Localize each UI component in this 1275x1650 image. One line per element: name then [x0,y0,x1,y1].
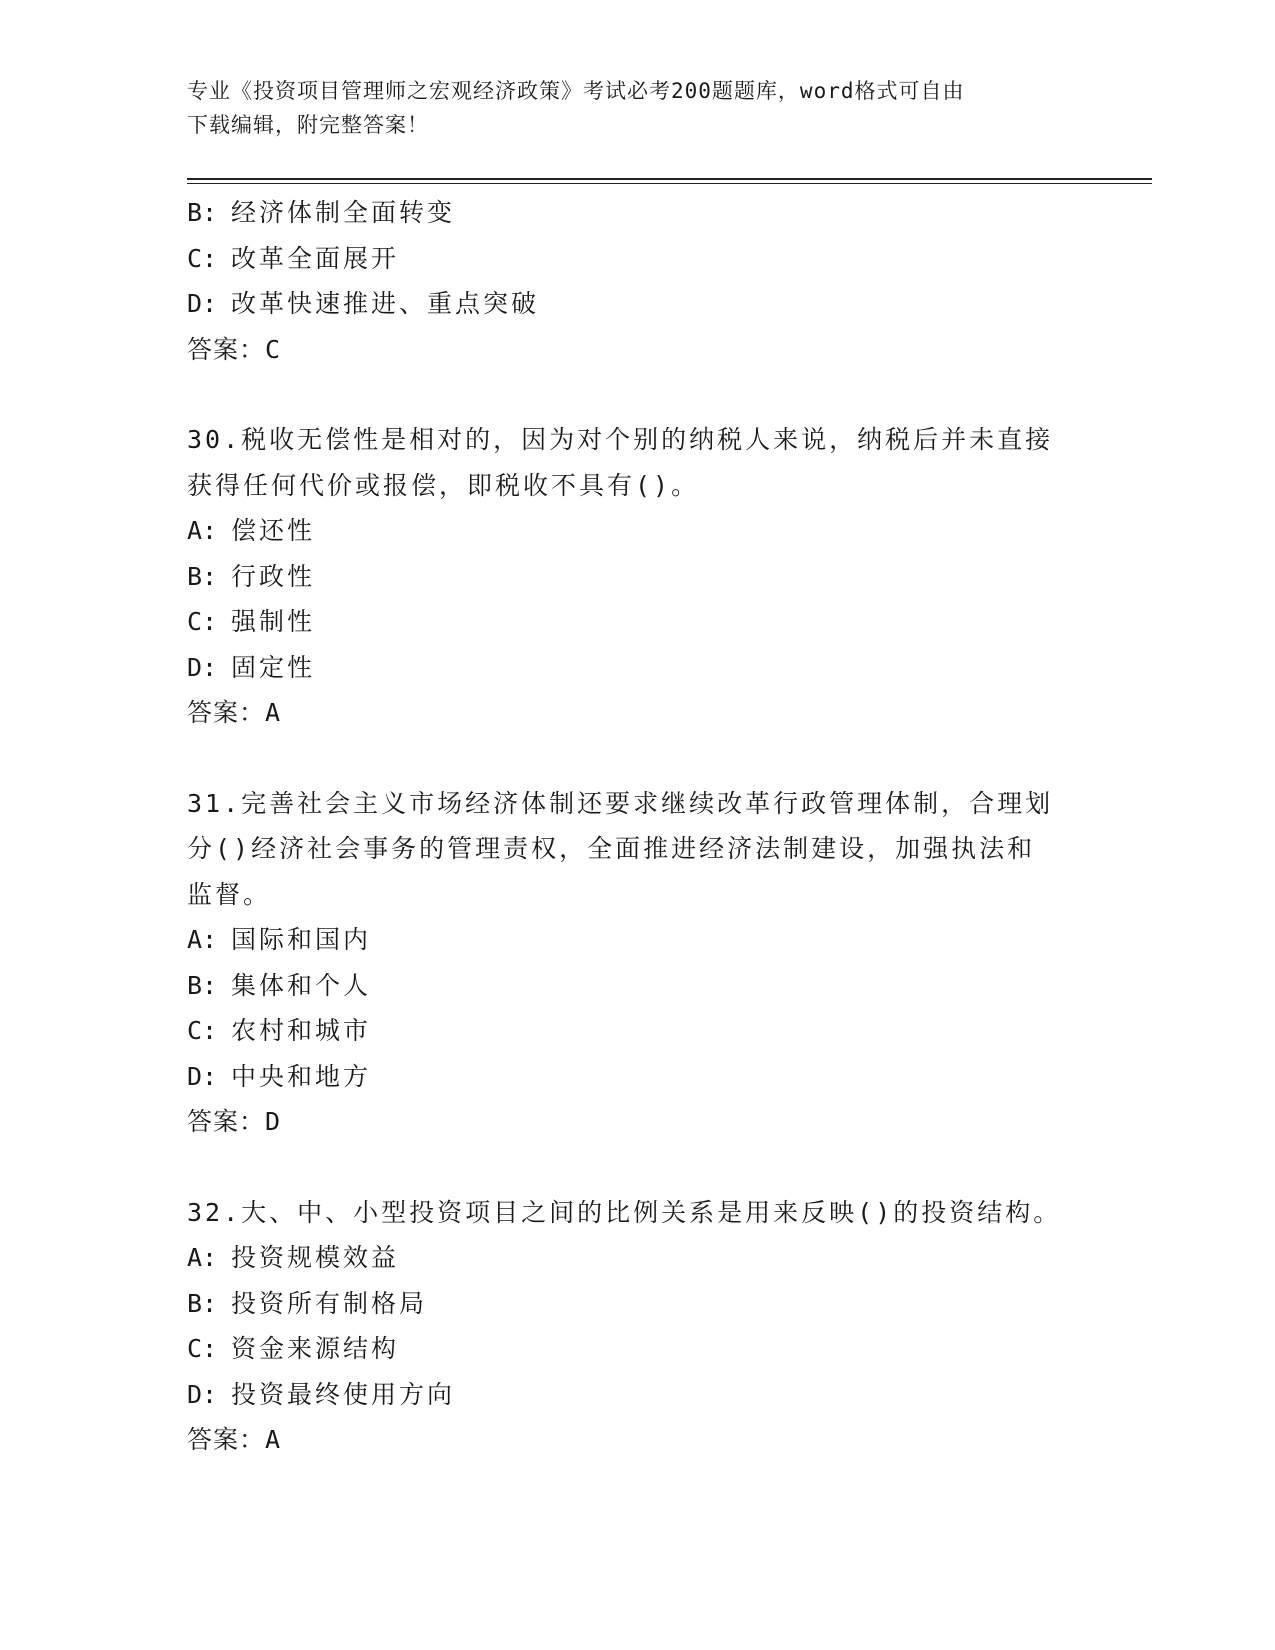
option-row [187,190,1087,236]
question-text-line: 32.大、中、小型投资项目之间的比例关系是用来反映()的投资结构。 [187,1197,1062,1227]
option-letter: D: [187,1061,218,1091]
answer-label: 答案： [187,334,266,364]
option-text: 集体和个人 [231,970,372,1000]
option-letter: A: [187,516,218,545]
option-text: 改革快速推进、重点突破 [231,289,540,318]
option-letter: B: [187,1288,218,1318]
answer-value: D [265,1107,282,1136]
option-text: 改革全面展开 [231,243,400,273]
option-letter: A: [187,925,218,954]
answer-value: A [265,698,282,727]
option-text: 固定性 [231,652,316,682]
answer-value: A [265,1425,282,1454]
option-row [187,645,1087,691]
option-text: 投资所有制格局 [231,1288,428,1318]
option-letter: D: [187,652,218,682]
option-text: 农村和城市 [231,1016,372,1045]
option-text: 经济体制全面转变 [231,198,456,227]
header-divider-thin [187,183,1152,184]
answer-value: C [265,334,282,364]
option-text: 中央和地方 [231,1061,372,1091]
option-row [187,281,1087,327]
option-text: 强制性 [231,607,316,636]
option-row [187,1326,1087,1372]
option-text: 国际和国内 [231,925,372,954]
option-row [187,1281,1087,1327]
option-letter: D: [187,289,218,318]
option-letter: B: [187,561,218,591]
question-30 [187,417,1087,736]
question-text-line: 监督。 [187,879,272,909]
option-letter: C: [187,1016,218,1045]
option-row [187,1372,1087,1418]
answer-label: 答案： [187,1107,266,1136]
option-letter: A: [187,1243,218,1272]
question-31 [187,781,1087,1145]
question-text-line: 31.完善社会主义市场经济体制还要求继续改革行政管理体制，合理划 [187,788,1054,818]
question-spacer [187,736,1087,781]
question-text-line: 分()经济社会事务的管理责权，全面推进经济法制建设，加强执法和 [187,834,1036,863]
option-row [187,1054,1087,1100]
answer-label: 答案： [187,1425,266,1454]
answer-row [187,690,1087,736]
question-carryover [187,190,1087,372]
option-text: 投资最终使用方向 [231,1379,456,1409]
header-line-1: 专业《投资项目管理师之宏观经济政策》考试必考200题题库，word格式可自由 [187,79,965,103]
option-row [187,963,1087,1009]
option-text: 资金来源结构 [231,1334,400,1363]
question-32 [187,1190,1087,1463]
answer-row [187,1099,1087,1145]
header-line-2: 下载编辑，附完整答案！ [187,113,429,137]
header-divider-thick [187,178,1152,180]
option-text: 行政性 [231,561,316,591]
option-row [187,1235,1087,1281]
option-letter: B: [187,970,218,1000]
document-header [187,74,1067,142]
answer-row [187,327,1087,373]
option-row [187,917,1087,963]
option-letter: C: [187,607,218,636]
question-text-line: 30.税收无偿性是相对的，因为对个别的纳税人来说，纳税后并未直接 [187,425,1054,454]
option-row [187,508,1087,554]
answer-label: 答案： [187,698,266,727]
option-text: 投资规模效益 [231,1243,400,1272]
question-spacer [187,1145,1087,1190]
option-letter: B: [187,198,218,227]
question-spacer [187,372,1087,417]
document-body [187,190,1087,1463]
option-text: 偿还性 [231,516,316,545]
option-letter: D: [187,1379,218,1409]
question-text-line: 获得任何代价或报偿，即税收不具有()。 [187,470,700,500]
option-row [187,599,1087,645]
option-row [187,554,1087,600]
option-letter: C: [187,1334,218,1363]
option-letter: C: [187,243,218,273]
option-row [187,1008,1087,1054]
option-row [187,236,1087,282]
answer-row [187,1417,1087,1463]
